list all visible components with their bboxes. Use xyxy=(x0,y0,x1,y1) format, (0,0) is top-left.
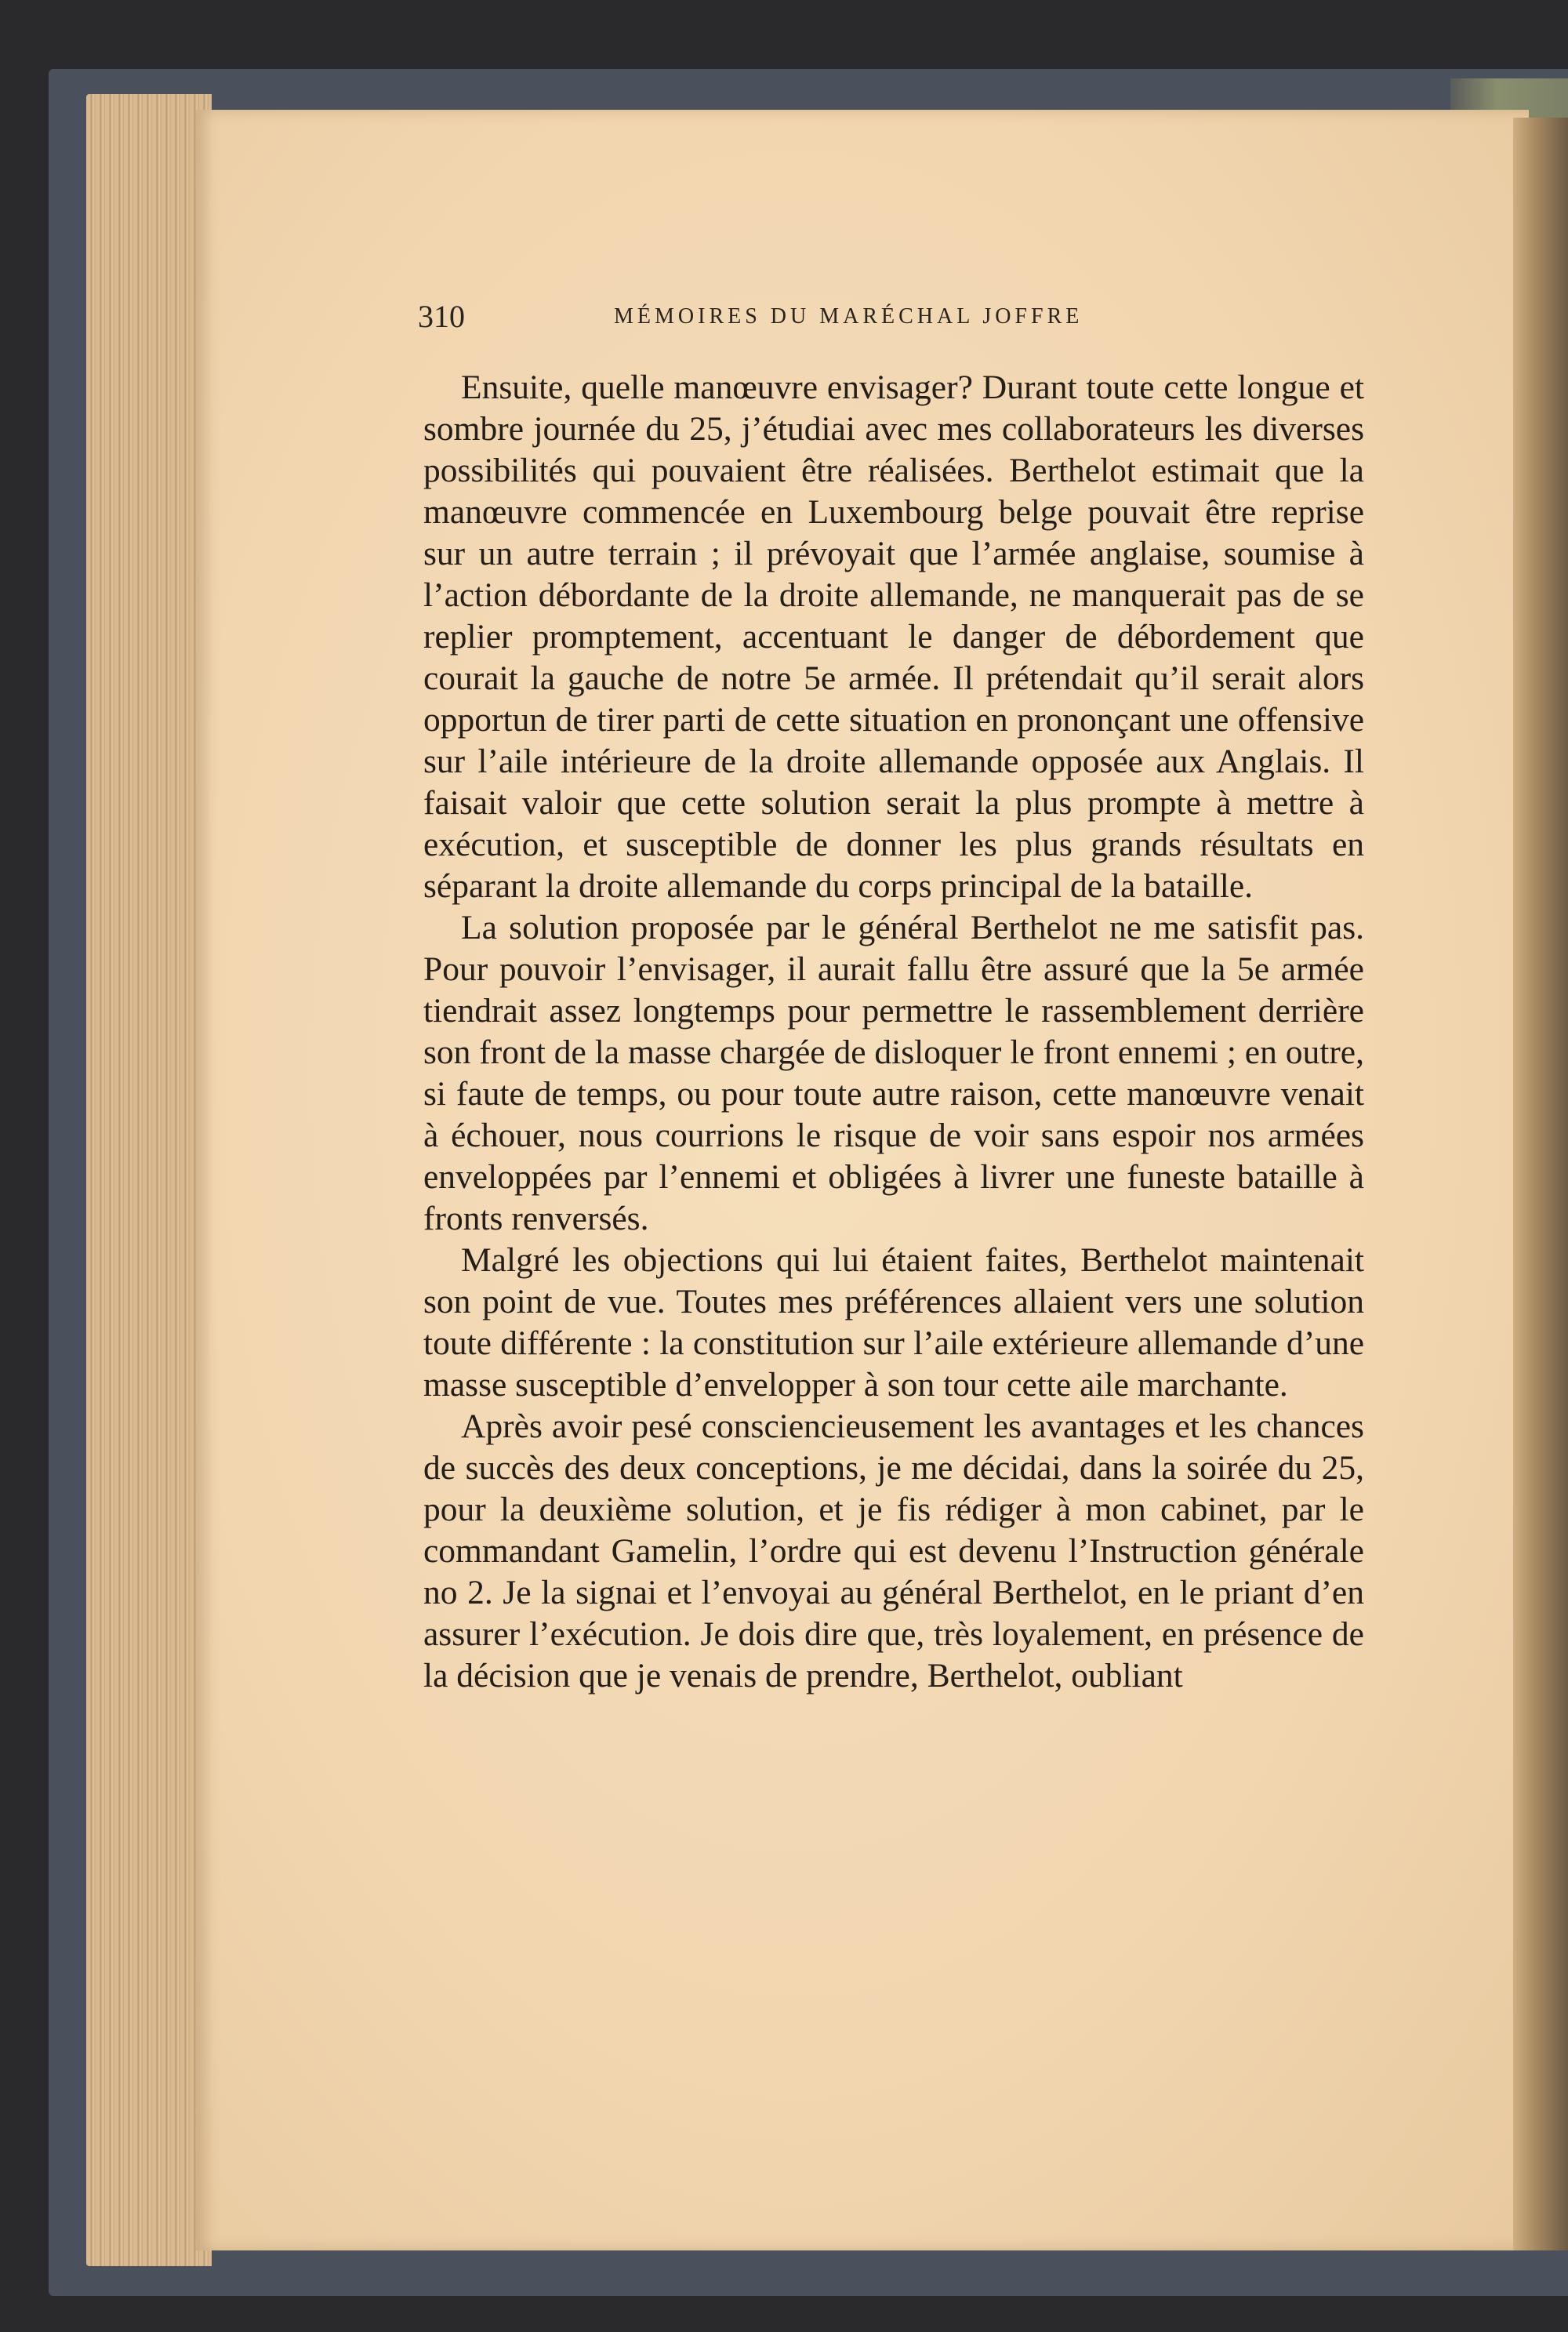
running-title: MÉMOIRES DU MARÉCHAL JOFFRE xyxy=(614,304,1083,329)
paragraph: Après avoir pesé consciencieusement les avantages et les chances de succès des deux conceptions, je me décidai, dans la soirée du 25, pour la deuxième solution, et je fis rédiger à mon cabinet, par le commandant Gamelin, l’ordre qui est devenu l’Instruction générale no 2. Je la signai et l’envoyai au général Berthelot, en le priant d’en assurer l’exécution. Je dois dire que, très loyalement, en présence de la décision que je venais de prendre, Berthelot, oubliant xyxy=(423,1408,1364,1695)
page-number: 310 xyxy=(418,299,465,334)
page-gutter xyxy=(1513,118,1568,2250)
paragraph: Malgré les objections qui lui étaient faites, Berthelot maintenait son point de vue. Toutes mes préférences allaient vers une solution toute différente : la constitution sur l’aile extérieure allemande d’une masse susceptible d’envelopper à son tour cette aile marchante. xyxy=(423,1241,1364,1404)
page-edges xyxy=(86,94,212,2266)
paragraph: La solution proposée par le général Berthelot ne me satisfit pas. Pour pouvoir l’envisager, il aurait fallu être assuré que la 5e armée tiendrait assez longtemps pour permettre le rassemblement derrière son front de la masse chargée de disloquer le front ennemi ; en outre, si faute de temps, ou pour toute autre raison, cette manœuvre venait à échouer, nous courrions le risque de voir sans espoir nos armées enveloppées par l’ennemi et obligées à livrer une funeste bataille à fronts renversés. xyxy=(423,909,1364,1237)
paragraph: Ensuite, quelle manœuvre envisager? Durant toute cette longue et sombre journée du 25, j’étudiai avec mes collaborateurs les diverses possibilités qui pouvaient être réalisées. Berthelot estimait que la manœuvre commencée en Luxembourg belge pouvait être reprise sur un autre terrain ; il prévoyait que l’armée anglaise, soumise à l’action débordante de la droite allemande, ne manquerait pas de se replier promptement, accentuant le danger de débordement que courait la gauche de notre 5e armée. Il prétendait qu’il serait alors opportun de tirer parti de cette situation en prononçant une offensive sur l’aile intérieure de la droite allemande opposée aux Anglais. Il faisait valoir que cette solution serait la plus prompte à mettre à exécution, et susceptible de donner les plus grands résultats en séparant la droite allemande du corps principal de la bataille. xyxy=(423,369,1364,905)
body-text xyxy=(423,367,1364,1697)
page-header xyxy=(418,298,1367,345)
